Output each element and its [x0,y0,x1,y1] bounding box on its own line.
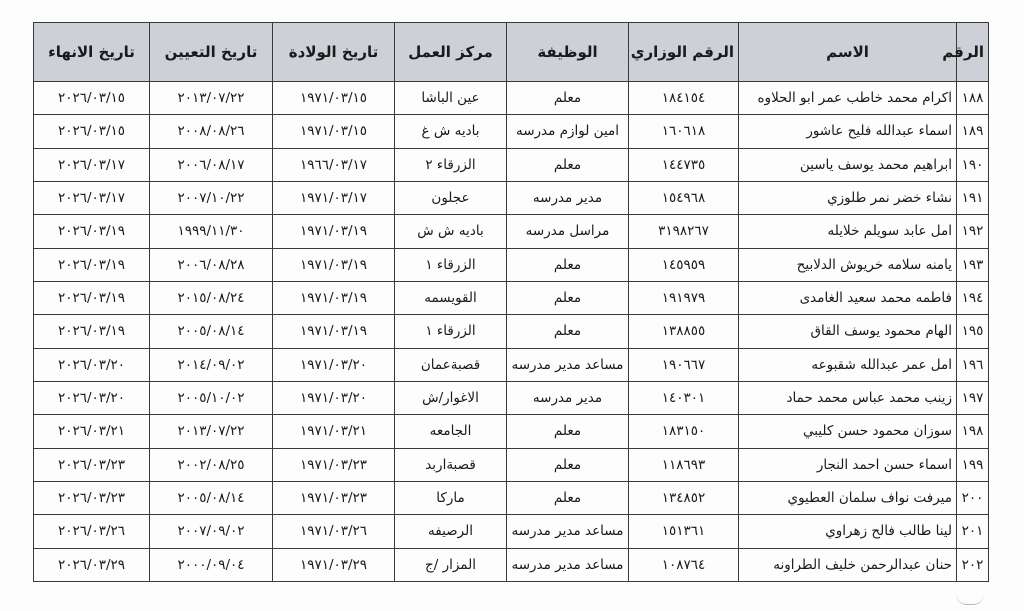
job-title-cell: معلم [507,315,629,348]
work-center-cell: الزرقاء ١ [395,248,507,281]
row-number-cell: ١٩١ [957,181,989,214]
table-row [34,481,989,514]
job-title-cell: معلم [507,148,629,181]
column-header-end-date: تاريخ الانهاء [34,23,150,82]
work-center-cell: القويسمه [395,281,507,314]
end-date-cell: ٢٠٢٦/٠٣/١٥ [34,115,150,148]
appointment-date-cell: ٢٠٠٧/١٠/٢٢ [150,181,273,214]
birth-date-cell: ١٩٧١/٠٣/١٩ [273,215,395,248]
job-title-cell: مراسل مدرسه [507,215,629,248]
appointment-date-cell: ٢٠٠٢/٠٨/٢٥ [150,448,273,481]
work-center-cell: الزرقاء ١ [395,315,507,348]
birth-date-cell: ١٩٧١/٠٣/٢٣ [273,448,395,481]
end-date-cell: ٢٠٢٦/٠٣/١٩ [34,315,150,348]
table-row [34,248,989,281]
work-center-cell: ماركا [395,481,507,514]
ministry-id-cell: ١٥١٣٦١ [629,515,739,548]
column-header-job: الوظيفة [507,23,629,82]
ministry-id-cell: ١١٨٦٩٣ [629,448,739,481]
birth-date-cell: ١٩٦٦/٠٣/١٧ [273,148,395,181]
row-number-cell: ٢٠١ [957,515,989,548]
work-center-cell: قصبةعمان [395,348,507,381]
row-number-cell: ١٩٣ [957,248,989,281]
appointment-date-cell: ٢٠١٣/٠٧/٢٢ [150,415,273,448]
job-title-cell: معلم [507,281,629,314]
column-header-birth-date: تاريخ الولادة [273,23,395,82]
table-row [34,148,989,181]
work-center-cell: الجامعه [395,415,507,448]
table-row [34,115,989,148]
end-date-cell: ٢٠٢٦/٠٣/٢٣ [34,481,150,514]
table-row [34,515,989,548]
birth-date-cell: ١٩٧١/٠٣/٢٩ [273,548,395,581]
employee-name-cell: حنان عبدالرحمن خليف الطراونه [739,548,957,581]
work-center-cell: الزرقاء ٢ [395,148,507,181]
end-date-cell: ٢٠٢٦/٠٣/١٩ [34,215,150,248]
table-body [34,82,989,582]
employee-name-cell: اسماء حسن احمد النجار [739,448,957,481]
employee-name-cell: زينب محمد عباس محمد حماد [739,381,957,414]
end-date-cell: ٢٠٢٦/٠٣/١٧ [34,181,150,214]
appointment-date-cell: ٢٠٠٥/٠٨/١٤ [150,481,273,514]
job-title-cell: مساعد مدير مدرسه [507,348,629,381]
work-center-cell: الاغوار/ش [395,381,507,414]
employee-name-cell: ابراهيم محمد يوسف ياسين [739,148,957,181]
birth-date-cell: ١٩٧١/٠٣/١٥ [273,82,395,115]
ministry-id-cell: ١٩٠٦٦٧ [629,348,739,381]
ministry-id-cell: ١٣٨٨٥٥ [629,315,739,348]
ministry-id-cell: ١٤٠٣٠١ [629,381,739,414]
job-title-cell: معلم [507,415,629,448]
end-date-cell: ٢٠٢٦/٠٣/١٥ [34,82,150,115]
table-row [34,82,989,115]
ministry-id-cell: ١٤٤٧٣٥ [629,148,739,181]
job-title-cell: مساعد مدير مدرسه [507,515,629,548]
job-title-cell: مدير مدرسه [507,181,629,214]
table-header-row [34,23,989,82]
table-row [34,281,989,314]
birth-date-cell: ١٩٧١/٠٣/١٩ [273,281,395,314]
end-date-cell: ٢٠٢٦/٠٣/٢٩ [34,548,150,581]
appointment-date-cell: ٢٠٠٠/٠٩/٠٤ [150,548,273,581]
row-number-cell: ١٩٦ [957,348,989,381]
appointment-date-cell: ٢٠٠٥/٠٨/١٤ [150,315,273,348]
ministry-id-cell: ٣١٩٨٢٦٧ [629,215,739,248]
job-title-cell: امين لوازم مدرسه [507,115,629,148]
end-date-cell: ٢٠٢٦/٠٣/١٩ [34,281,150,314]
employee-name-cell: اكرام محمد خاطب عمر ابو الحلاوه [739,82,957,115]
appointment-date-cell: ٢٠٠٦/٠٨/١٧ [150,148,273,181]
end-date-cell: ٢٠٢٦/٠٣/١٧ [34,148,150,181]
employee-name-cell: سوزان محمود حسن كليبي [739,415,957,448]
employee-name-cell: لينا طالب فالح زهراوي [739,515,957,548]
table-row [34,215,989,248]
row-number-cell: ٢٠٢ [957,548,989,581]
row-number-cell: ١٩٩ [957,448,989,481]
row-number-cell: ١٩٨ [957,415,989,448]
appointment-date-cell: ٢٠٠٨/٠٨/٢٦ [150,115,273,148]
row-number-cell: ١٩٠ [957,148,989,181]
row-number-cell: ١٩٤ [957,281,989,314]
ministry-id-cell: ١٣٤٨٥٢ [629,481,739,514]
ministry-id-cell: ١٨٣١٥٠ [629,415,739,448]
work-center-cell: باديه ش غ [395,115,507,148]
work-center-cell: عجلون [395,181,507,214]
row-number-cell: ٢٠٠ [957,481,989,514]
appointment-date-cell: ٢٠١٤/٠٩/٠٢ [150,348,273,381]
job-title-cell: معلم [507,248,629,281]
table-row [34,448,989,481]
job-title-cell: مساعد مدير مدرسه [507,548,629,581]
birth-date-cell: ١٩٧١/٠٣/٢٠ [273,348,395,381]
job-title-cell: معلم [507,481,629,514]
table-row [34,548,989,581]
birth-date-cell: ١٩٧١/٠٣/٢٠ [273,381,395,414]
ministry-id-cell: ١٥٤٩٦٨ [629,181,739,214]
row-number-cell: ١٩٧ [957,381,989,414]
employee-name-cell: يامنه سلامه خريوش الدلابيح [739,248,957,281]
ministry-id-cell: ١٦٠٦١٨ [629,115,739,148]
employee-name-cell: فاطمه محمد سعيد الغامدى [739,281,957,314]
birth-date-cell: ١٩٧١/٠٣/٢١ [273,415,395,448]
employee-name-cell: نشاء خضر نمر طلوزي [739,181,957,214]
end-date-cell: ٢٠٢٦/٠٣/٢١ [34,415,150,448]
appointment-date-cell: ٢٠٠٧/٠٩/٠٢ [150,515,273,548]
end-date-cell: ٢٠٢٦/٠٣/١٩ [34,248,150,281]
column-header-appointment-date: تاريخ التعيين [150,23,273,82]
row-number-cell: ١٨٩ [957,115,989,148]
work-center-cell: الرصيفه [395,515,507,548]
job-title-cell: مدير مدرسه [507,381,629,414]
table-row [34,381,989,414]
work-center-cell: قصبةاربد [395,448,507,481]
ministry-id-cell: ١٩١٩٧٩ [629,281,739,314]
table-row [34,181,989,214]
job-title-cell: معلم [507,82,629,115]
end-date-cell: ٢٠٢٦/٠٣/٢٠ [34,381,150,414]
table-row [34,315,989,348]
column-header-name: الاسم [739,23,957,82]
birth-date-cell: ١٩٧١/٠٣/١٩ [273,248,395,281]
birth-date-cell: ١٩٧١/٠٣/١٥ [273,115,395,148]
employee-name-cell: امل عابد سويلم خلايله [739,215,957,248]
work-center-cell: باديه ش ش [395,215,507,248]
employee-name-cell: امل عمر عبدالله شقبوعه [739,348,957,381]
ministry-id-cell: ١٨٤١٥٤ [629,82,739,115]
ministry-id-cell: ١٤٥٩٥٩ [629,248,739,281]
row-number-cell: ١٩٥ [957,315,989,348]
end-date-cell: ٢٠٢٦/٠٣/٢٠ [34,348,150,381]
table-row [34,415,989,448]
appointment-date-cell: ٢٠١٥/٠٨/٢٤ [150,281,273,314]
birth-date-cell: ١٩٧١/٠٣/١٩ [273,315,395,348]
birth-date-cell: ١٩٧١/٠٣/١٧ [273,181,395,214]
column-header-num: الرقم [957,23,989,82]
employee-name-cell: ميرفت نواف سلمان العطيوي [739,481,957,514]
scan-mark [956,594,984,605]
column-header-work-center: مركز العمل [395,23,507,82]
end-date-cell: ٢٠٢٦/٠٣/٢٦ [34,515,150,548]
appointment-date-cell: ٢٠٠٦/٠٨/٢٨ [150,248,273,281]
job-title-cell: معلم [507,448,629,481]
employee-name-cell: اسماء عبدالله فليح عاشور [739,115,957,148]
retirement-roster-table [33,22,989,582]
column-header-ministry-id: الرقم الوزاري [629,23,739,82]
appointment-date-cell: ١٩٩٩/١١/٣٠ [150,215,273,248]
ministry-id-cell: ١٠٨٧٦٤ [629,548,739,581]
appointment-date-cell: ٢٠١٣/٠٧/٢٢ [150,82,273,115]
table-row [34,348,989,381]
work-center-cell: عين الباشا [395,82,507,115]
end-date-cell: ٢٠٢٦/٠٣/٢٣ [34,448,150,481]
employee-name-cell: الهام محمود يوسف القاق [739,315,957,348]
birth-date-cell: ١٩٧١/٠٣/٢٣ [273,481,395,514]
appointment-date-cell: ٢٠٠٥/١٠/٠٢ [150,381,273,414]
row-number-cell: ١٩٢ [957,215,989,248]
birth-date-cell: ١٩٧١/٠٣/٢٦ [273,515,395,548]
row-number-cell: ١٨٨ [957,82,989,115]
work-center-cell: المزار /ج [395,548,507,581]
